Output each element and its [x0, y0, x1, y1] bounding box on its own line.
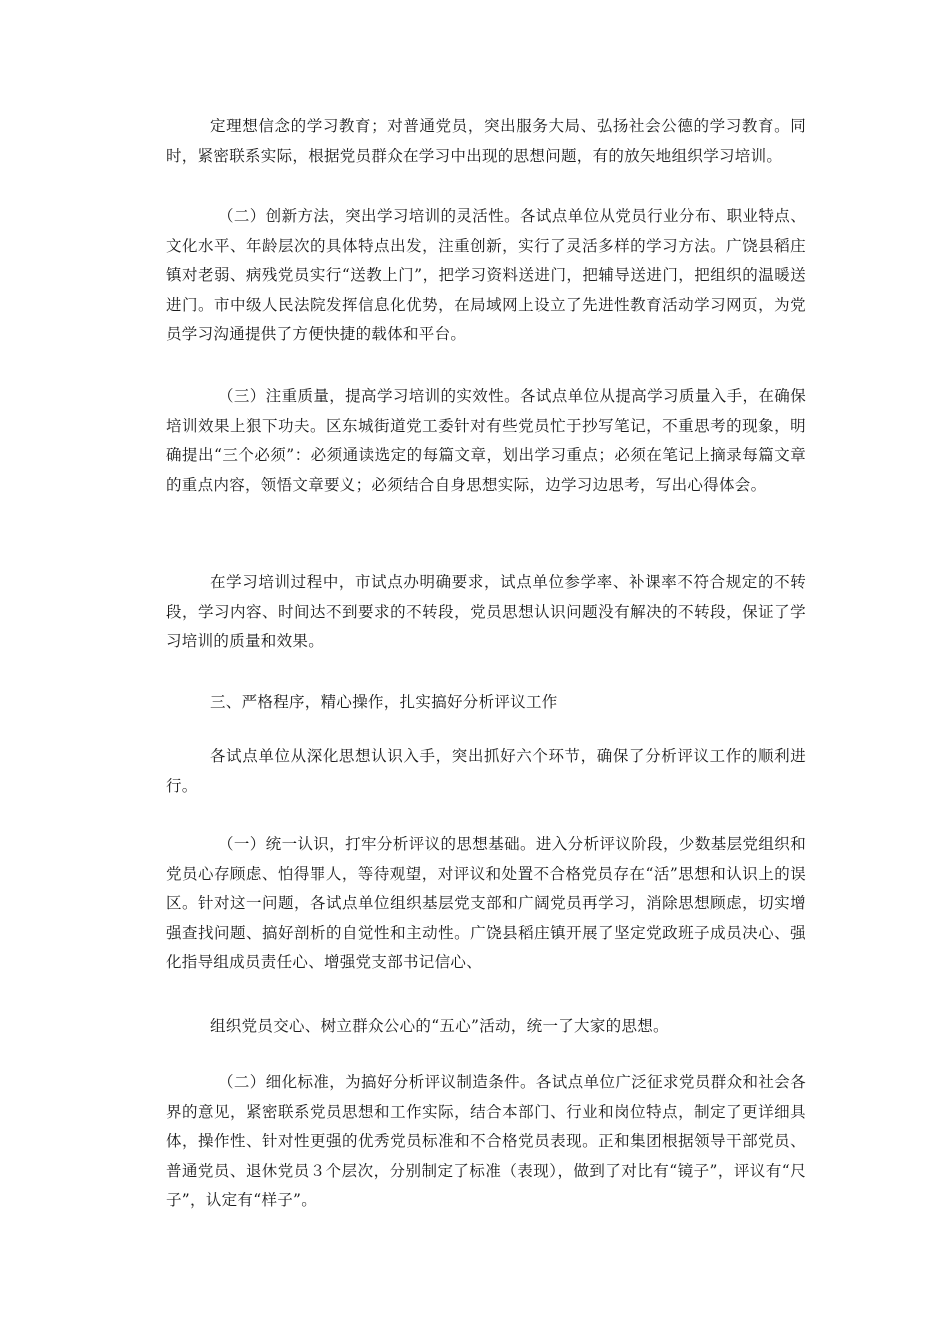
paragraph-six-links: 各试点单位从深化思想认识入手，突出抓好六个环节，确保了分析评议工作的顺利进行。	[166, 747, 806, 795]
paragraph-unify-understanding: （一）统一认识，打牢分析评议的思想基础。进入分析评议阶段，少数基层党组织和党员心存顾虑、怕得罪人，等待观望，对评议和处置不合格党员存在“活”思想和认识上的误区。针对这一问题，各试点单位组织基层党支部和广阔党员再学习，消除思想顾虑，切实增强查找问题、搞好剖析的自觉性和主动性。广饶县稻庄镇开展了坚定党政班子成员决心、强化指导组成员责任心、增强党支部书记信心、	[166, 835, 806, 971]
paragraph-focus-quality: （三）注重质量，提高学习培训的实效性。各试点单位从提高学习质量入手，在确保培训效果上狠下功夫。区东城街道党工委针对有些党员忙于抄写笔记，不重思考的现象，明确提出“三个必须”：必须通读选定的每篇文章，划出学习重点；必须在笔记上摘录每篇文章的重点内容，领悟文章要义；必须结合自身思想实际，边学习边思考，写出心得体会。	[166, 387, 806, 494]
paragraph-innovate-methods: （二）创新方法，突出学习培训的灵活性。各试点单位从党员行业分布、职业特点、文化水平、年龄层次的具体特点出发，注重创新，实行了灵活多样的学习方法。广饶县稻庄镇对老弱、病残党员实行“送教上门”，把学习资料送进门，把辅导送进门，把组织的温暖送进门。市中级人民法院发挥信息化优势，在局域网上设立了先进性教育活动学习网页，为党员学习沟通提供了方便快捷的载体和平台。	[166, 207, 806, 343]
paragraph-training-requirements: 在学习培训过程中，市试点办明确要求，试点单位参学率、补课率不符合规定的不转段，学习内容、时间达不到要求的不转段，党员思想认识问题没有解决的不转段，保证了学习培训的质量和效果。	[166, 573, 806, 650]
section-heading-three: 三、严格程序，精心操作，扎实搞好分析评议工作	[210, 693, 558, 711]
paragraph-ideals-education: 定理想信念的学习教育；对普通党员，突出服务大局、弘扬社会公德的学习教育。同时，紧密联系实际，根据党员群众在学习中出现的思想问题，有的放矢地组织学习培训。	[166, 117, 806, 165]
paragraph-five-hearts: 组织党员交心、树立群众公心的“五心”活动，统一了大家的思想。	[210, 1017, 669, 1035]
paragraph-refine-standards: （二）细化标准，为搞好分析评议制造条件。各试点单位广泛征求党员群众和社会各界的意见，紧密联系党员思想和工作实际，结合本部门、行业和岗位特点，制定了更详细具体，操作性、针对性更强的优秀党员标准和不合格党员表现。正和集团根据领导干部党员、普通党员、退休党员３个层次，分别制定了标准（表现），做到了对比有“镜子”，评议有“尺子”，认定有“样子”。	[166, 1073, 806, 1209]
